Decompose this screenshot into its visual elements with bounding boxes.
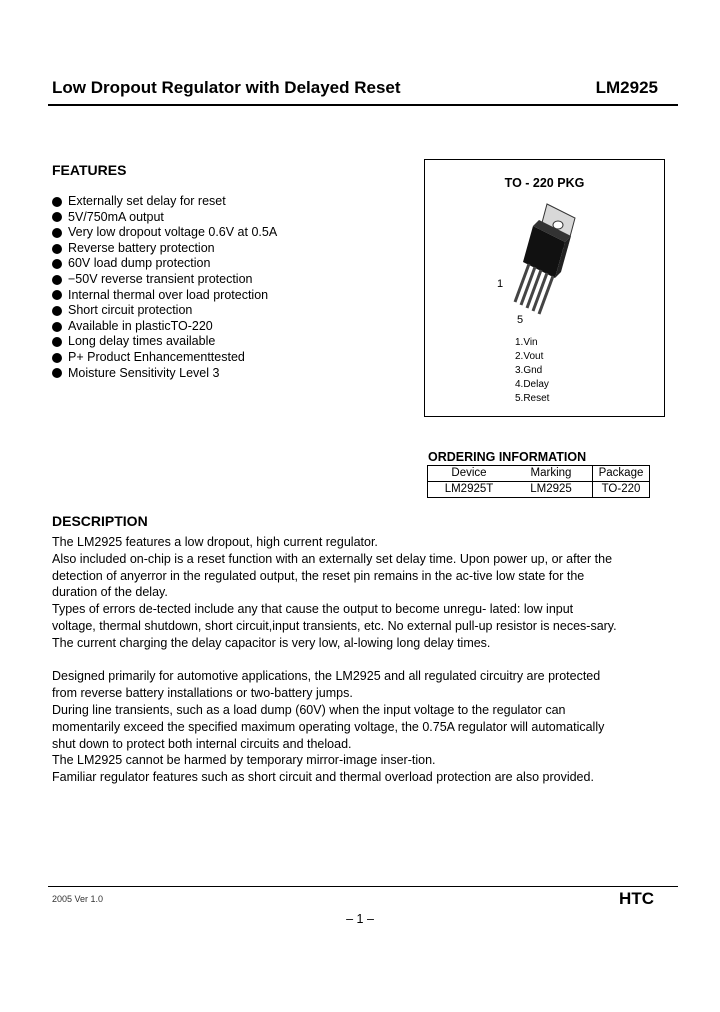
- pin-list: [515, 336, 549, 406]
- bullet-icon: [52, 337, 62, 347]
- feature-item: Moisture Sensitivity Level 3: [52, 366, 277, 382]
- feature-item: Reverse battery protection: [52, 241, 277, 257]
- feature-item: Available in plasticTO-220: [52, 319, 277, 335]
- ordering-heading: ORDERING INFORMATION: [428, 450, 587, 464]
- description-line: momentarily exceed the specified maximum operating voltage, the 0.75A regulator will automatically: [52, 719, 605, 734]
- feature-item: 60V load dump protection: [52, 256, 277, 272]
- feature-item: Internal thermal over load protection: [52, 288, 277, 304]
- description-line: duration of the delay.: [52, 585, 168, 600]
- part-number: LM2925: [595, 78, 658, 97]
- package-title: TO - 220 PKG: [504, 176, 585, 190]
- bullet-icon: [52, 259, 62, 269]
- pin-item: 3.Gnd: [515, 365, 543, 376]
- description-line: Familiar regulator features such as short circuit and thermal overload protection are also provided.: [52, 770, 594, 785]
- feature-list: [52, 194, 277, 381]
- bullet-icon: [52, 306, 62, 316]
- feature-item: Long delay times available: [52, 334, 277, 350]
- footer-divider: [48, 886, 678, 887]
- pin-1-label: 1: [497, 278, 504, 290]
- description-line: Designed primarily for automotive applications, the LM2925 and all regulated circuitry are protected: [52, 669, 601, 684]
- column-header: Package: [593, 466, 650, 482]
- bullet-icon: [52, 244, 62, 254]
- pin-item: 4.Delay: [515, 379, 549, 390]
- bullet-icon: [52, 322, 62, 332]
- pin-item: 1.Vin: [515, 337, 538, 348]
- table-header-row: [428, 466, 650, 482]
- to220-package-icon: [491, 198, 591, 328]
- company-logo-text: HTC: [619, 889, 654, 908]
- description-line: detection of anyerror in the regulated output, the reset pin remains in the ac-tive low state for the: [52, 568, 585, 583]
- pin-item: 5.Reset: [515, 393, 550, 404]
- table-row: [428, 482, 650, 498]
- bullet-icon: [52, 275, 62, 285]
- description-line: Types of errors de-tected include any that cause the output to become unregu- lated: low input: [52, 602, 574, 617]
- description-body: [52, 534, 672, 786]
- features-heading: FEATURES: [52, 162, 127, 178]
- feature-item: 5V/750mA output: [52, 210, 277, 226]
- column-header: Device: [428, 466, 511, 482]
- table-cell: LM2925T: [428, 482, 511, 498]
- pin-5-label: 5: [517, 314, 524, 326]
- description-line: During line transients, such as a load dump (60V) when the input voltage to the regulator can: [52, 702, 566, 717]
- bullet-icon: [52, 368, 62, 378]
- package-box: [424, 159, 665, 417]
- bullet-icon: [52, 228, 62, 238]
- pin-item: 2.Vout: [515, 351, 544, 362]
- table-cell: LM2925: [510, 482, 593, 498]
- description-line: Also included on-chip is a reset function with an externally set delay time. Upon power up, or after the: [52, 551, 613, 566]
- bullet-icon: [52, 353, 62, 363]
- ordering-table: [427, 465, 650, 498]
- description-line: shut down to protect both internal circuits and theload.: [52, 736, 352, 751]
- feature-item: Very low dropout voltage 0.6V at 0.5A: [52, 225, 277, 241]
- column-header: Marking: [510, 466, 593, 482]
- description-line: The LM2925 features a low dropout, high current regulator.: [52, 535, 378, 549]
- table-cell: TO-220: [593, 482, 650, 498]
- feature-item: −50V reverse transient protection: [52, 272, 277, 288]
- feature-item: Short circuit protection: [52, 303, 277, 319]
- description-heading: DESCRIPTION: [52, 513, 148, 529]
- bullet-icon: [52, 290, 62, 300]
- description-line: voltage, thermal shutdown, short circuit,input transients, etc. No external pull-up resistor is neces-sary.: [52, 618, 617, 633]
- version-label: 2005 Ver 1.0: [52, 894, 104, 904]
- paragraph-gap: [52, 652, 672, 669]
- page-number: – 1 –: [346, 912, 374, 926]
- bullet-icon: [52, 212, 62, 222]
- description-line: The LM2925 cannot be harmed by temporary mirror-image inser-tion.: [52, 753, 436, 768]
- document-title: Low Dropout Regulator with Delayed Reset: [52, 78, 401, 97]
- bullet-icon: [52, 197, 62, 207]
- header-divider: [48, 104, 678, 106]
- description-line: from reverse battery installations or two-battery jumps.: [52, 686, 353, 701]
- feature-item: Externally set delay for reset: [52, 194, 277, 210]
- description-line: The current charging the delay capacitor is very low, al-lowing long delay times.: [52, 635, 491, 650]
- feature-item: P+ Product Enhancementtested: [52, 350, 277, 366]
